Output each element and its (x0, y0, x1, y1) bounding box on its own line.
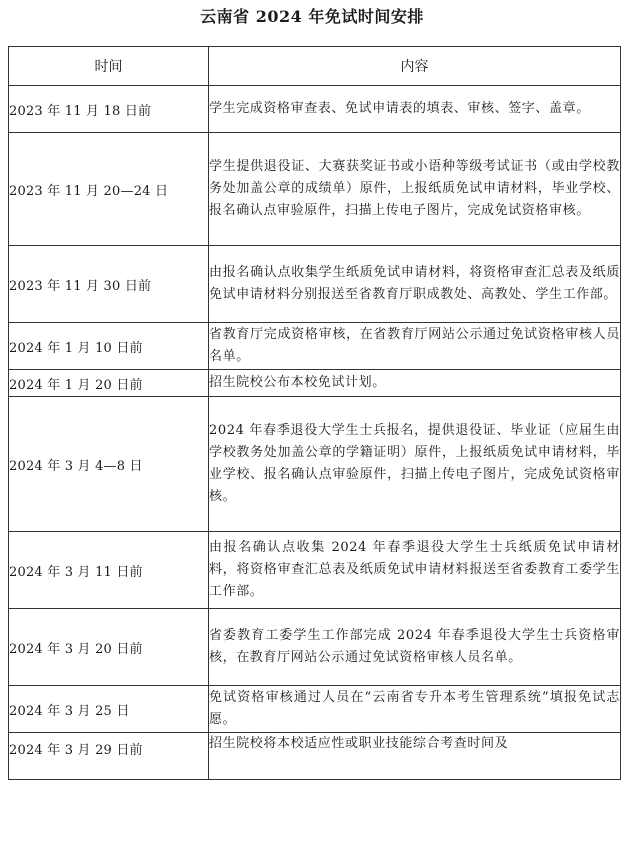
time-cell: 2024 年 1 月 20 日前 (9, 370, 209, 397)
table-row (9, 86, 621, 133)
content-cell: 省委教育工委学生工作部完成 2024 年春季退役大学生士兵资格审核，在教育厅网站公示通过免试资格审核人员名单。 (209, 609, 621, 686)
time-cell: 2024 年 3 月 4—8 日 (9, 397, 209, 532)
content-cell: 由报名确认点收集学生纸质免试申请材料，将资格审查汇总表及纸质免试申请材料分别报送至省教育厅职成教处、高教处、学生工作部。 (209, 246, 621, 323)
content-cell: 招生院校将本校适应性或职业技能综合考查时间及 (209, 733, 621, 780)
content-cell: 学生完成资格审查表、免试申请表的填表、审核、签字、盖章。 (209, 86, 621, 133)
table-row (9, 532, 621, 609)
content-cell: 学生提供退役证、大赛获奖证书或小语种等级考试证书（或由学校教务处加盖公章的成绩单）原件，上报纸质免试申请材料，毕业学校、报名确认点审验原件，扫描上传电子图片，完成免试资格审核。 (209, 133, 621, 246)
time-cell: 2024 年 3 月 20 日前 (9, 609, 209, 686)
table-row (9, 246, 621, 323)
time-cell: 2023 年 11 月 18 日前 (9, 86, 209, 133)
table-row (9, 686, 621, 733)
table-header-row (9, 47, 621, 86)
table-row (9, 370, 621, 397)
table-row (9, 323, 621, 370)
document-title: 云南省 2024 年免试时间安排 (200, 7, 424, 26)
table-row (9, 397, 621, 532)
column-header-time: 时间 (9, 47, 209, 86)
table-row (9, 733, 621, 780)
time-cell: 2023 年 11 月 30 日前 (9, 246, 209, 323)
column-header-content: 内容 (209, 47, 621, 86)
time-cell: 2023 年 11 月 20—24 日 (9, 133, 209, 246)
time-cell: 2024 年 3 月 29 日前 (9, 733, 209, 780)
content-cell: 由报名确认点收集 2024 年春季退役大学生士兵纸质免试申请材料，将资格审查汇总表及纸质免试申请材料报送至省委教育工委学生工作部。 (209, 532, 621, 609)
table-row (9, 609, 621, 686)
time-cell: 2024 年 3 月 11 日前 (9, 532, 209, 609)
time-cell: 2024 年 3 月 25 日 (9, 686, 209, 733)
content-cell: 招生院校公布本校免试计划。 (209, 370, 621, 397)
table-row (9, 133, 621, 246)
content-cell: 免试资格审核通过人员在“云南省专升本考生管理系统”填报免试志愿。 (209, 686, 621, 733)
content-cell: 省教育厅完成资格审核，在省教育厅网站公示通过免试资格审核人员名单。 (209, 323, 621, 370)
schedule-table (8, 46, 621, 780)
time-cell: 2024 年 1 月 10 日前 (9, 323, 209, 370)
content-cell: 2024 年春季退役大学生士兵报名，提供退役证、毕业证（应届生由学校教务处加盖公章的学籍证明）原件，上报纸质免试申请材料，毕业学校、报名确认点审验原件，扫描上传电子图片，完成免试资格审核。 (209, 397, 621, 532)
